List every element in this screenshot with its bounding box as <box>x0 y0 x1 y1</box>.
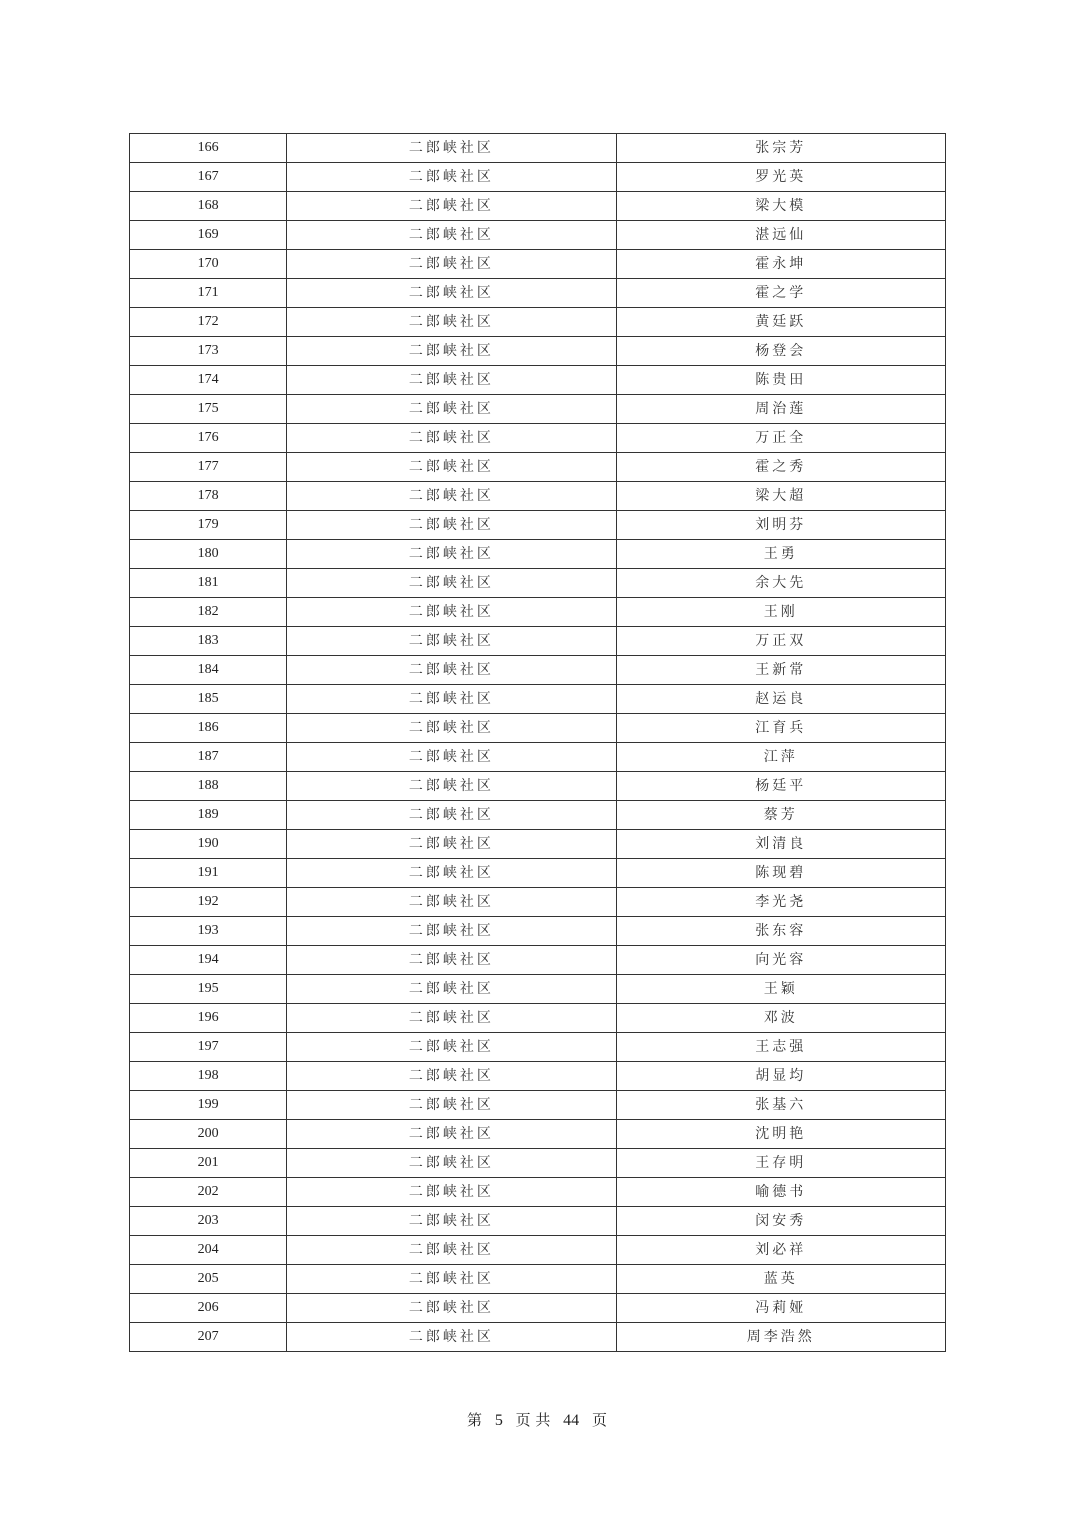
row-community: 二郎峡社区 <box>287 1062 616 1091</box>
row-number: 189 <box>130 801 287 830</box>
row-name: 张基六 <box>616 1091 945 1120</box>
table-row <box>130 395 946 424</box>
row-name: 万正双 <box>616 627 945 656</box>
row-number: 186 <box>130 714 287 743</box>
row-number: 194 <box>130 946 287 975</box>
row-name: 王刚 <box>616 598 945 627</box>
table-row <box>130 279 946 308</box>
row-number: 198 <box>130 1062 287 1091</box>
row-name: 万正全 <box>616 424 945 453</box>
row-community: 二郎峡社区 <box>287 1294 616 1323</box>
row-community: 二郎峡社区 <box>287 308 616 337</box>
row-name: 沈明艳 <box>616 1120 945 1149</box>
table-row <box>130 1062 946 1091</box>
table-row <box>130 743 946 772</box>
row-name: 江萍 <box>616 743 945 772</box>
row-name: 黄廷跃 <box>616 308 945 337</box>
table-row <box>130 801 946 830</box>
roster-table-body <box>130 134 946 1352</box>
table-row <box>130 569 946 598</box>
row-number: 200 <box>130 1120 287 1149</box>
table-row <box>130 1091 946 1120</box>
row-name: 蔡芳 <box>616 801 945 830</box>
row-number: 195 <box>130 975 287 1004</box>
row-number: 166 <box>130 134 287 163</box>
table-row <box>130 1004 946 1033</box>
table-row <box>130 1207 946 1236</box>
row-name: 陈现碧 <box>616 859 945 888</box>
row-community: 二郎峡社区 <box>287 1033 616 1062</box>
row-name: 霍之学 <box>616 279 945 308</box>
row-name: 赵运良 <box>616 685 945 714</box>
table-row <box>130 1120 946 1149</box>
footer-prefix: 第 <box>467 1411 483 1429</box>
roster-table <box>129 133 946 1352</box>
row-name: 胡显均 <box>616 1062 945 1091</box>
row-number: 180 <box>130 540 287 569</box>
row-community: 二郎峡社区 <box>287 569 616 598</box>
row-name: 梁大超 <box>616 482 945 511</box>
row-number: 183 <box>130 627 287 656</box>
row-name: 江育兵 <box>616 714 945 743</box>
row-name: 王存明 <box>616 1149 945 1178</box>
row-community: 二郎峡社区 <box>287 772 616 801</box>
footer-total-pages: 44 <box>563 1412 580 1429</box>
row-number: 179 <box>130 511 287 540</box>
table-row <box>130 337 946 366</box>
row-community: 二郎峡社区 <box>287 1178 616 1207</box>
row-community: 二郎峡社区 <box>287 801 616 830</box>
table-row <box>130 250 946 279</box>
row-number: 167 <box>130 163 287 192</box>
row-name: 梁大模 <box>616 192 945 221</box>
footer-current-page: 5 <box>494 1412 503 1429</box>
table-row <box>130 1033 946 1062</box>
row-community: 二郎峡社区 <box>287 1004 616 1033</box>
row-name: 刘必祥 <box>616 1236 945 1265</box>
row-name: 闵安秀 <box>616 1207 945 1236</box>
table-row <box>130 685 946 714</box>
row-name: 喻德书 <box>616 1178 945 1207</box>
row-name: 冯莉娅 <box>616 1294 945 1323</box>
row-number: 174 <box>130 366 287 395</box>
row-community: 二郎峡社区 <box>287 598 616 627</box>
row-name: 王新常 <box>616 656 945 685</box>
row-number: 203 <box>130 1207 287 1236</box>
table-row <box>130 917 946 946</box>
row-community: 二郎峡社区 <box>287 685 616 714</box>
row-name: 刘清良 <box>616 830 945 859</box>
row-name: 蓝英 <box>616 1265 945 1294</box>
row-number: 207 <box>130 1323 287 1352</box>
table-row <box>130 366 946 395</box>
row-name: 周治莲 <box>616 395 945 424</box>
row-number: 193 <box>130 917 287 946</box>
row-community: 二郎峡社区 <box>287 627 616 656</box>
row-community: 二郎峡社区 <box>287 511 616 540</box>
table-row <box>130 308 946 337</box>
table-row <box>130 1236 946 1265</box>
row-community: 二郎峡社区 <box>287 482 616 511</box>
table-row <box>130 134 946 163</box>
row-community: 二郎峡社区 <box>287 221 616 250</box>
row-number: 181 <box>130 569 287 598</box>
row-number: 206 <box>130 1294 287 1323</box>
row-number: 168 <box>130 192 287 221</box>
row-number: 188 <box>130 772 287 801</box>
row-community: 二郎峡社区 <box>287 1207 616 1236</box>
table-row <box>130 482 946 511</box>
row-number: 202 <box>130 1178 287 1207</box>
row-number: 170 <box>130 250 287 279</box>
row-community: 二郎峡社区 <box>287 337 616 366</box>
table-row <box>130 975 946 1004</box>
table-row <box>130 453 946 482</box>
row-number: 201 <box>130 1149 287 1178</box>
row-name: 余大先 <box>616 569 945 598</box>
table-row <box>130 830 946 859</box>
row-name: 霍之秀 <box>616 453 945 482</box>
row-community: 二郎峡社区 <box>287 1091 616 1120</box>
row-community: 二郎峡社区 <box>287 250 616 279</box>
table-row <box>130 1323 946 1352</box>
row-number: 172 <box>130 308 287 337</box>
row-name: 王志强 <box>616 1033 945 1062</box>
row-number: 169 <box>130 221 287 250</box>
row-community: 二郎峡社区 <box>287 540 616 569</box>
row-number: 199 <box>130 1091 287 1120</box>
row-number: 205 <box>130 1265 287 1294</box>
row-number: 178 <box>130 482 287 511</box>
row-community: 二郎峡社区 <box>287 1236 616 1265</box>
row-number: 173 <box>130 337 287 366</box>
row-number: 184 <box>130 656 287 685</box>
table-row <box>130 424 946 453</box>
row-name: 张东容 <box>616 917 945 946</box>
row-community: 二郎峡社区 <box>287 1149 616 1178</box>
row-community: 二郎峡社区 <box>287 279 616 308</box>
row-community: 二郎峡社区 <box>287 453 616 482</box>
table-row <box>130 192 946 221</box>
page-footer <box>0 1409 1074 1430</box>
row-name: 湛远仙 <box>616 221 945 250</box>
row-name: 李光尧 <box>616 888 945 917</box>
row-community: 二郎峡社区 <box>287 395 616 424</box>
row-community: 二郎峡社区 <box>287 743 616 772</box>
table-row <box>130 163 946 192</box>
row-number: 192 <box>130 888 287 917</box>
row-community: 二郎峡社区 <box>287 714 616 743</box>
row-number: 175 <box>130 395 287 424</box>
table-row <box>130 859 946 888</box>
row-number: 171 <box>130 279 287 308</box>
row-community: 二郎峡社区 <box>287 134 616 163</box>
row-community: 二郎峡社区 <box>287 192 616 221</box>
table-row <box>130 656 946 685</box>
row-community: 二郎峡社区 <box>287 1120 616 1149</box>
table-row <box>130 1265 946 1294</box>
row-name: 周李浩然 <box>616 1323 945 1352</box>
table-row <box>130 714 946 743</box>
table-row <box>130 627 946 656</box>
row-number: 191 <box>130 859 287 888</box>
row-number: 177 <box>130 453 287 482</box>
row-name: 杨登会 <box>616 337 945 366</box>
row-community: 二郎峡社区 <box>287 888 616 917</box>
row-community: 二郎峡社区 <box>287 424 616 453</box>
row-number: 185 <box>130 685 287 714</box>
table-row <box>130 598 946 627</box>
row-number: 187 <box>130 743 287 772</box>
row-number: 204 <box>130 1236 287 1265</box>
row-number: 197 <box>130 1033 287 1062</box>
table-row <box>130 1294 946 1323</box>
table-row <box>130 946 946 975</box>
row-number: 190 <box>130 830 287 859</box>
row-community: 二郎峡社区 <box>287 366 616 395</box>
row-name: 刘明芬 <box>616 511 945 540</box>
row-community: 二郎峡社区 <box>287 975 616 1004</box>
row-name: 邓波 <box>616 1004 945 1033</box>
row-number: 182 <box>130 598 287 627</box>
row-community: 二郎峡社区 <box>287 1265 616 1294</box>
row-community: 二郎峡社区 <box>287 1323 616 1352</box>
row-name: 杨廷平 <box>616 772 945 801</box>
row-name: 陈贵田 <box>616 366 945 395</box>
row-name: 向光容 <box>616 946 945 975</box>
row-community: 二郎峡社区 <box>287 859 616 888</box>
row-number: 176 <box>130 424 287 453</box>
row-number: 196 <box>130 1004 287 1033</box>
table-row <box>130 1178 946 1207</box>
table-row <box>130 511 946 540</box>
row-name: 罗光英 <box>616 163 945 192</box>
footer-suffix: 页 <box>591 1411 607 1429</box>
row-community: 二郎峡社区 <box>287 830 616 859</box>
row-community: 二郎峡社区 <box>287 656 616 685</box>
row-name: 张宗芳 <box>616 134 945 163</box>
table-row <box>130 1149 946 1178</box>
footer-middle: 页 共 <box>515 1411 551 1429</box>
row-community: 二郎峡社区 <box>287 917 616 946</box>
row-name: 霍永坤 <box>616 250 945 279</box>
table-row <box>130 772 946 801</box>
row-community: 二郎峡社区 <box>287 163 616 192</box>
table-row <box>130 540 946 569</box>
row-name: 王颖 <box>616 975 945 1004</box>
row-name: 王勇 <box>616 540 945 569</box>
row-community: 二郎峡社区 <box>287 946 616 975</box>
table-row <box>130 221 946 250</box>
table-row <box>130 888 946 917</box>
